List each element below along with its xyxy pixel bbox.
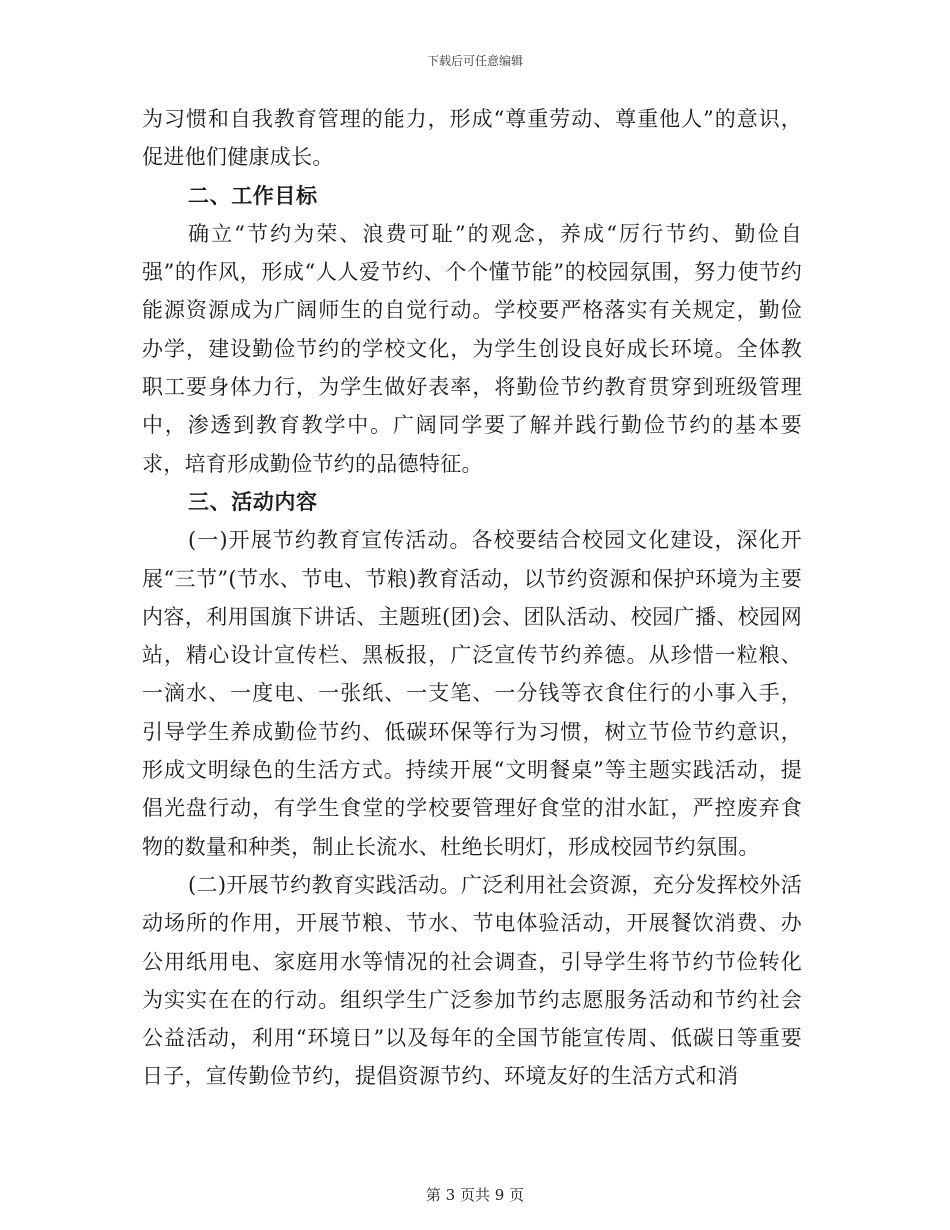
- activity-paragraph-2: (二)开展节约教育实践活动。广泛利用社会资源，充分发挥校外活动场所的作用，开展节粮、节水、节电体验活动，开展餐饮消费、办公用纸用电、家庭用水等情况的社会调查，引导学生将节约节俭转化为实实在在的行动。组织学生广泛参加节约志愿服务活动和节约社会公益活动，利用“环境日”以及每年的全国节能宣传周、低碳日等重要日子，宣传勤俭节约，提倡资源节约、环境友好的生活方式和消: [142, 872, 802, 1089]
- section-heading-activities: 三、活动内容: [188, 488, 318, 514]
- page-header: 下载后可任意编辑: [426, 54, 523, 68]
- activity-paragraph-1: (一)开展节约教育宣传活动。各校要结合校园文化建设，深化开展“三节”(节水、节电、节粮)教育活动，以节约资源和保护环境为主要内容，利用国旗下讲话、主题班(团)会、团队活动、校园广播、校园网站，精心设计宣传栏、黑板报，广泛宣传节约养德。从珍惜一粒粮、一滴水、一度电、一张纸、一支笔、一分钱等衣食住行的小事入手，引导学生养成勤俭节约、低碳环保等行为习惯，树立节俭节约意识，形成文明绿色的生活方式。持续开展“文明餐桌”等主题实践活动，提倡光盘行动，有学生食堂的学校要管理好食堂的泔水缸，严控废弃食物的数量和种类，制止长流水、杜绝长明灯，形成校园节约氛围。: [142, 528, 802, 859]
- section-heading-goals: 二、工作目标: [188, 182, 318, 208]
- document-body: [142, 100, 802, 1096]
- goals-paragraph: 确立“节约为荣、浪费可耻”的观念，养成“厉行节约、勤俭自强”的作风，形成“人人爱节约、个个懂节能”的校园氛围，努力使节约能源资源成为广阔师生的自觉行动。学校要严格落实有关规定，勤俭办学，建设勤俭节约的学校文化，为学生创设良好成长环境。全体教职工要身体力行，为学生做好表率，将勤俭节约教育贯穿到班级管理中，渗透到教育教学中。广阔同学要了解并践行勤俭节约的基本要求，培育形成勤俭节约的品德特征。: [142, 221, 802, 476]
- page-footer: 第 3 页共 9 页: [425, 1186, 525, 1204]
- intro-paragraph: 为习惯和自我教育管理的能力，形成“尊重劳动、尊重他人”的意识，促进他们健康成长。: [142, 107, 802, 170]
